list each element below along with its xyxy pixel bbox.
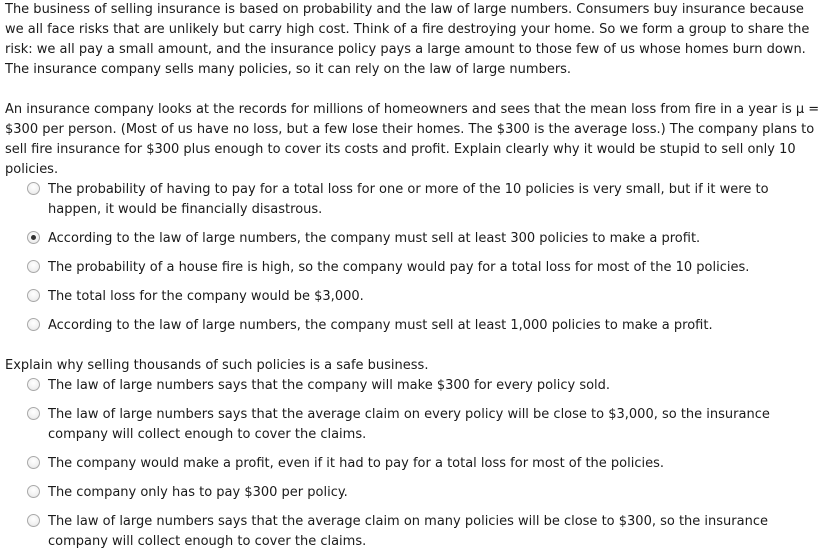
q2-option-3[interactable] bbox=[5, 454, 823, 474]
q2-option-2[interactable] bbox=[5, 405, 823, 445]
radio-button[interactable] bbox=[27, 407, 40, 420]
question-1-prompt: An insurance company looks at the records for millions of homeowners and sees that the mean loss from fire in a year is μ = $300 per person. (Most of us have no loss, but a few lose their homes. The $300 is the average loss.) The company plans to sell fire insurance for $300 plus enough to cover its costs and profit. Explain clearly why it would be stupid to sell only 10 policies. bbox=[5, 102, 820, 177]
radio-button[interactable] bbox=[27, 514, 40, 527]
q2-option-3-label: The company would make a profit, even if it had to pay for a total loss for most of the policies. bbox=[48, 456, 665, 471]
question-page bbox=[5, 0, 823, 552]
radio-button[interactable] bbox=[27, 231, 40, 244]
q2-option-5[interactable] bbox=[5, 512, 823, 552]
q2-option-1[interactable] bbox=[5, 376, 823, 396]
q1-option-3[interactable] bbox=[5, 258, 823, 278]
q1-option-1[interactable] bbox=[5, 180, 823, 220]
question-2-prompt: Explain why selling thousands of such policies is a safe business. bbox=[5, 358, 429, 373]
q2-option-2-label: The law of large numbers says that the average claim on every policy will be close to $3,000, so the insurance company will collect enough to cover the claims. bbox=[48, 407, 770, 442]
q1-option-4[interactable] bbox=[5, 287, 823, 307]
radio-button[interactable] bbox=[27, 260, 40, 273]
q1-option-2[interactable] bbox=[5, 229, 823, 249]
q2-option-1-label: The law of large numbers says that the company will make $300 for every policy sold. bbox=[48, 378, 611, 393]
q1-option-1-label: The probability of having to pay for a total loss for one or more of the 10 policies is very small, but if it were to happen, it would be financially disastrous. bbox=[48, 182, 769, 217]
radio-button[interactable] bbox=[27, 182, 40, 195]
radio-button[interactable] bbox=[27, 378, 40, 391]
question-1-options bbox=[5, 180, 823, 336]
q2-option-5-label: The law of large numbers says that the average claim on many policies will be close to $300, so the insurance company will collect enough to cover the claims. bbox=[48, 514, 768, 549]
q1-option-3-label: The probability of a house fire is high, so the company would pay for a total loss for most of the 10 policies. bbox=[48, 260, 750, 275]
q2-option-4-label: The company only has to pay $300 per policy. bbox=[48, 485, 348, 500]
radio-button[interactable] bbox=[27, 485, 40, 498]
intro-paragraph: The business of selling insurance is based on probability and the law of large numbers. Consumers buy insurance because we all face risks that are unlikely but carry high cost. Think of a fire destroying your home. So we form a group to share the risk: we all pay a small amount, and the insurance policy pays a large amount to those few of us whose homes burn down. The insurance company sells many policies, so it can rely on the law of large numbers. bbox=[5, 2, 810, 77]
q1-option-5-label: According to the law of large numbers, the company must sell at least 1,000 policies to make a profit. bbox=[48, 318, 713, 333]
q1-option-4-label: The total loss for the company would be $3,000. bbox=[48, 289, 364, 304]
question-2-options bbox=[5, 376, 823, 552]
q2-option-4[interactable] bbox=[5, 483, 823, 503]
q1-option-5[interactable] bbox=[5, 316, 823, 336]
q1-option-2-label: According to the law of large numbers, the company must sell at least 300 policies to make a profit. bbox=[48, 231, 701, 246]
radio-button[interactable] bbox=[27, 289, 40, 302]
radio-button[interactable] bbox=[27, 456, 40, 469]
radio-button[interactable] bbox=[27, 318, 40, 331]
